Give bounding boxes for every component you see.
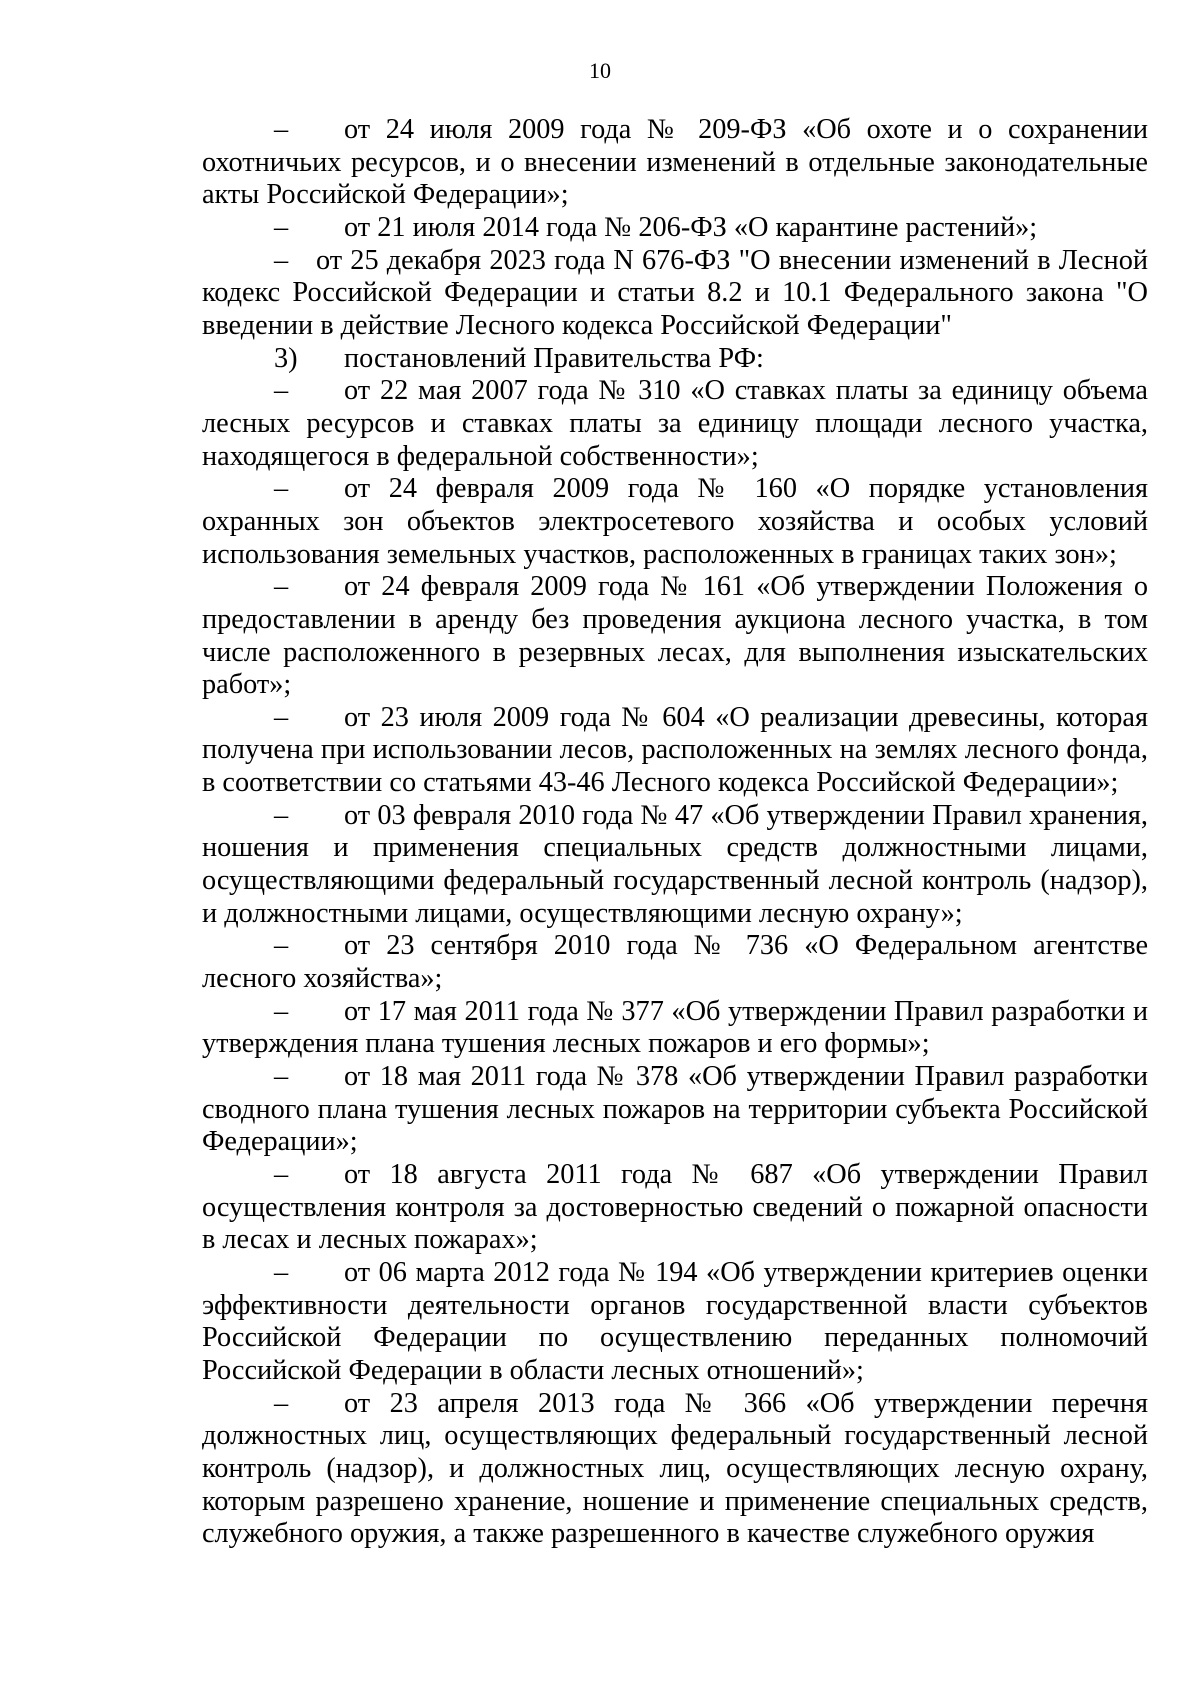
list-item-text: от 06 марта 2012 года № 194 «Об утверждении критериев оценки эффективности деятельности органов государственной власти субъектов Российской Федерации по осуществлению переданных полномочий Российской Федерации в области лесных отношений»; bbox=[202, 1256, 1148, 1386]
list-item-section bbox=[202, 343, 1148, 376]
list-dash: – bbox=[274, 211, 289, 243]
list-item-text: от 23 апреля 2013 года № 366 «Об утверждении перечня должностных лиц, осуществляющих федеральный государственный лесной контроль (надзор), и должностных лиц, осуществляющих лесную охрану, которым разрешено хранение, ношение и применение специальных средств, служебного оружия, а также разрешенного в качестве служебного оружия bbox=[202, 1387, 1148, 1550]
list-item-text: от 18 мая 2011 года № 378 «Об утверждении Правил разработки сводного плана тушения лесных пожаров на территории субъекта Российской Федерации»; bbox=[202, 1061, 1148, 1158]
list-item bbox=[202, 212, 1148, 245]
list-item-text: от 23 сентября 2010 года № 736 «О Федеральном агентстве лесного хозяйства»; bbox=[202, 930, 1148, 995]
list-item-text: от 21 июля 2014 года № 206-ФЗ «О карантине растений»; bbox=[344, 211, 1038, 243]
list-item-text: от 22 мая 2007 года № 310 «О ставках платы за единицу объема лесных ресурсов и ставках платы за единицу площади лесного участка, находящегося в федеральной собственности»; bbox=[202, 375, 1148, 472]
list-item bbox=[202, 1388, 1148, 1551]
page-number: 10 bbox=[589, 58, 611, 83]
list-dash: – bbox=[274, 995, 289, 1027]
list-dash: – bbox=[274, 1061, 289, 1093]
list-item-text: от 17 мая 2011 года № 377 «Об утверждении Правил разработки и утверждения плана тушения лесных пожаров и его формы»; bbox=[202, 995, 1148, 1060]
list-dash: – bbox=[274, 1387, 289, 1419]
list-item-text: от 03 февраля 2010 года № 47 «Об утверждении Правил хранения, ношения и применения специальных средств должностными лицами, осуществляющими федеральный государственный лесной контроль (надзор), и должностными лицами, осуществляющими лесную охрану»; bbox=[202, 799, 1148, 929]
list-item-text: от 23 июля 2009 года № 604 «О реализации древесины, которая получена при использовании лесов, расположенных на землях лесного фонда, в соответствии со статьями 43-46 Лесного кодекса Российской Федерации»; bbox=[202, 701, 1148, 799]
list-dash: – bbox=[274, 473, 289, 505]
list-item-text: от 18 августа 2011 года № 687 «Об утверждении Правил осуществления контроля за достоверностью сведений о пожарной опасности в лесах и лесных пожарах»; bbox=[202, 1159, 1148, 1256]
list-dash: – bbox=[274, 244, 289, 276]
list-item bbox=[202, 1257, 1148, 1388]
list-dash: – bbox=[274, 930, 289, 962]
list-item bbox=[202, 245, 1148, 343]
list-dash: – bbox=[274, 375, 289, 407]
list-item bbox=[202, 702, 1148, 800]
list-item bbox=[202, 375, 1148, 473]
list-item bbox=[202, 473, 1148, 571]
list-item bbox=[202, 800, 1148, 931]
list-item bbox=[202, 571, 1148, 702]
list-item-text: от 24 февраля 2009 года № 161 «Об утверждении Положения о предоставлении в аренду без проведения аукциона лесного участка, в том числе расположенного в резервных лесах, для выполнения изыскательских работ»; bbox=[202, 571, 1148, 701]
list-item-text: от 25 декабря 2023 года N 676-ФЗ "О внесении изменений в Лесной кодекс Российской Федерации и статьи 8.2 и 10.1 Федерального закона "О введении в действие Лесного кодекса Российской Федерации" bbox=[202, 244, 1148, 341]
list-item bbox=[202, 930, 1148, 995]
list-dash: – bbox=[274, 799, 289, 831]
list-item bbox=[202, 1061, 1148, 1159]
section-heading: постановлений Правительства РФ: bbox=[344, 342, 764, 374]
list-dash: – bbox=[274, 701, 289, 733]
list-item bbox=[202, 1159, 1148, 1257]
list-dash: – bbox=[274, 571, 289, 603]
list-dash: – bbox=[274, 1159, 289, 1190]
section-number: 3) bbox=[274, 342, 298, 374]
list-dash: – bbox=[274, 1256, 289, 1288]
list-dash: – bbox=[274, 114, 289, 145]
list-item-text: от 24 февраля 2009 года № 160 «О порядке установления охранных зон объектов электросетевого хозяйства и особых условий использования земельных участков, расположенных в границах таких зон»; bbox=[202, 473, 1148, 570]
document-body bbox=[202, 114, 1148, 1551]
list-item bbox=[202, 114, 1148, 212]
list-item bbox=[202, 996, 1148, 1061]
list-item-text: от 24 июля 2009 года № 209-ФЗ «Об охоте и о сохранении охотничьих ресурсов, и о внесении изменений в отдельные законодательные акты Российской Федерации»; bbox=[202, 114, 1148, 211]
